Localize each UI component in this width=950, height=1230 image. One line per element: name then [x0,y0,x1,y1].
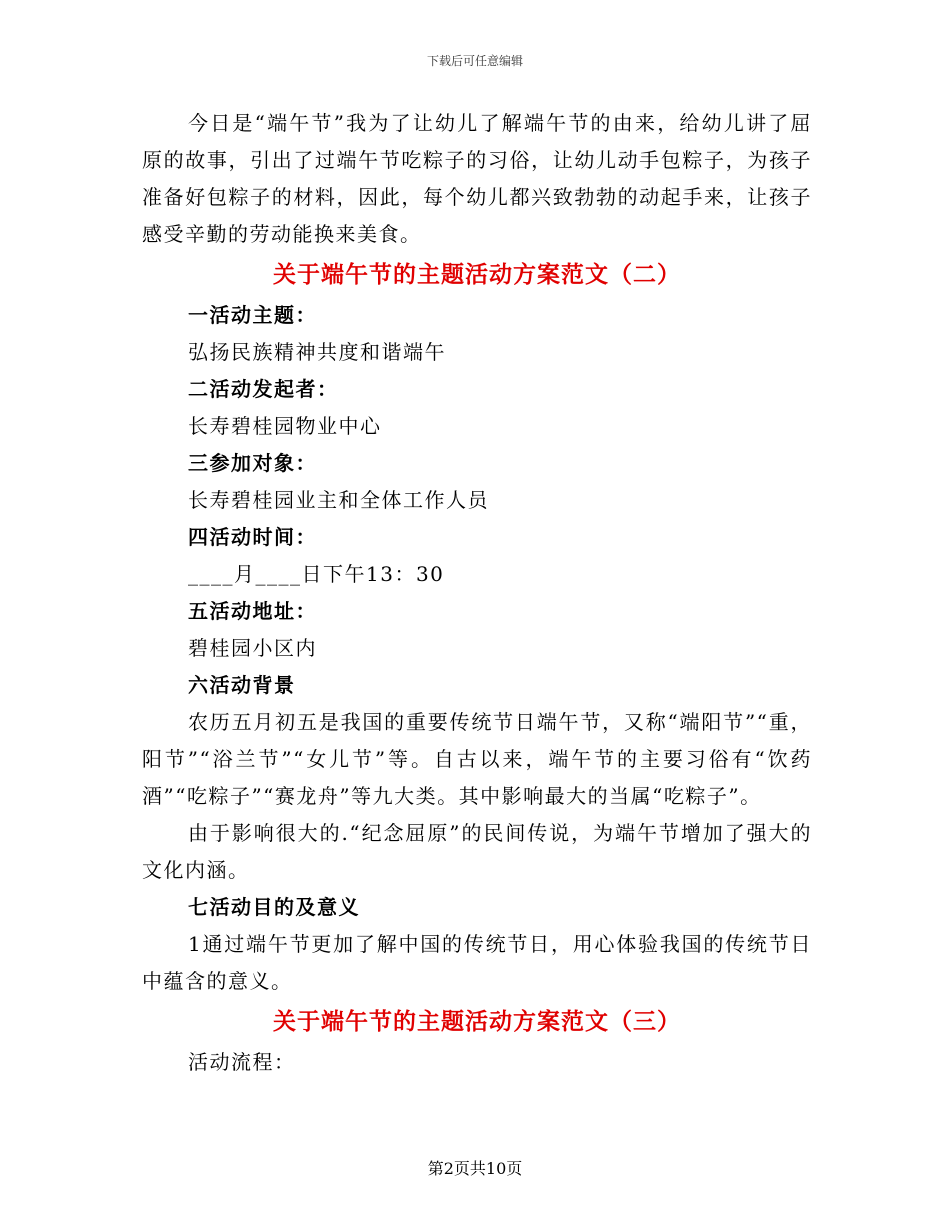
page-indicator: 第2页共10页 [427,1159,523,1178]
purpose-paragraph: 1通过端午节更加了解中国的传统节日，用心体验我国的传统节日中蕴含的意义。 [142,932,812,993]
theme-text: 弘扬民族精神共度和谐端午 [188,340,446,364]
intro-paragraph: 今日是“端午节”我为了让幼儿了解端午节的由来，给幼儿讲了屈原的故事，引出了过端午节吃粽子的习俗，让幼儿动手包粽子，为孩子准备好包粽子的材料，因此，每个幼儿都兴致勃勃的动起手来，让孩子感受辛勤的劳动能换来美食。 [142,111,812,246]
process-text: 活动流程： [188,1050,296,1074]
background-paragraph-1: 农历五月初五是我国的重要传统节日端午节，又称“端阳节”“重，阳节”“浴兰节”“女儿节”等。自古以来，端午节的主要习俗有“饮药酒”“吃粽子”“赛龙舟”等九大类。其中影响最大的当属“吃粽子”。 [142,710,812,808]
initiator-heading: 二活动发起者： [188,377,339,401]
background-heading: 六活动背景 [188,673,296,697]
theme-heading: 一活动主题： [188,303,317,327]
section-title-3: 关于端午节的主题活动方案范文（三） [273,1008,681,1035]
participants-text: 长寿碧桂园业主和全体工作人员 [188,488,489,512]
purpose-heading: 七活动目的及意义 [188,895,360,919]
document-content [142,105,812,1081]
time-heading: 四活动时间： [188,525,317,549]
time-text: ____月____日下午13：30 [188,562,445,586]
initiator-text: 长寿碧桂园物业中心 [188,414,382,438]
background-paragraph-2: 由于影响很大的.“纪念屈原”的民间传说，为端午节增加了强大的文化内涵。 [142,821,812,882]
participants-heading: 三参加对象： [188,451,317,475]
location-heading: 五活动地址： [188,599,317,623]
section-title-2: 关于端午节的主题活动方案范文（二） [273,261,681,288]
location-text: 碧桂园小区内 [188,636,317,660]
header-note: 下载后可任意编辑 [426,54,523,68]
